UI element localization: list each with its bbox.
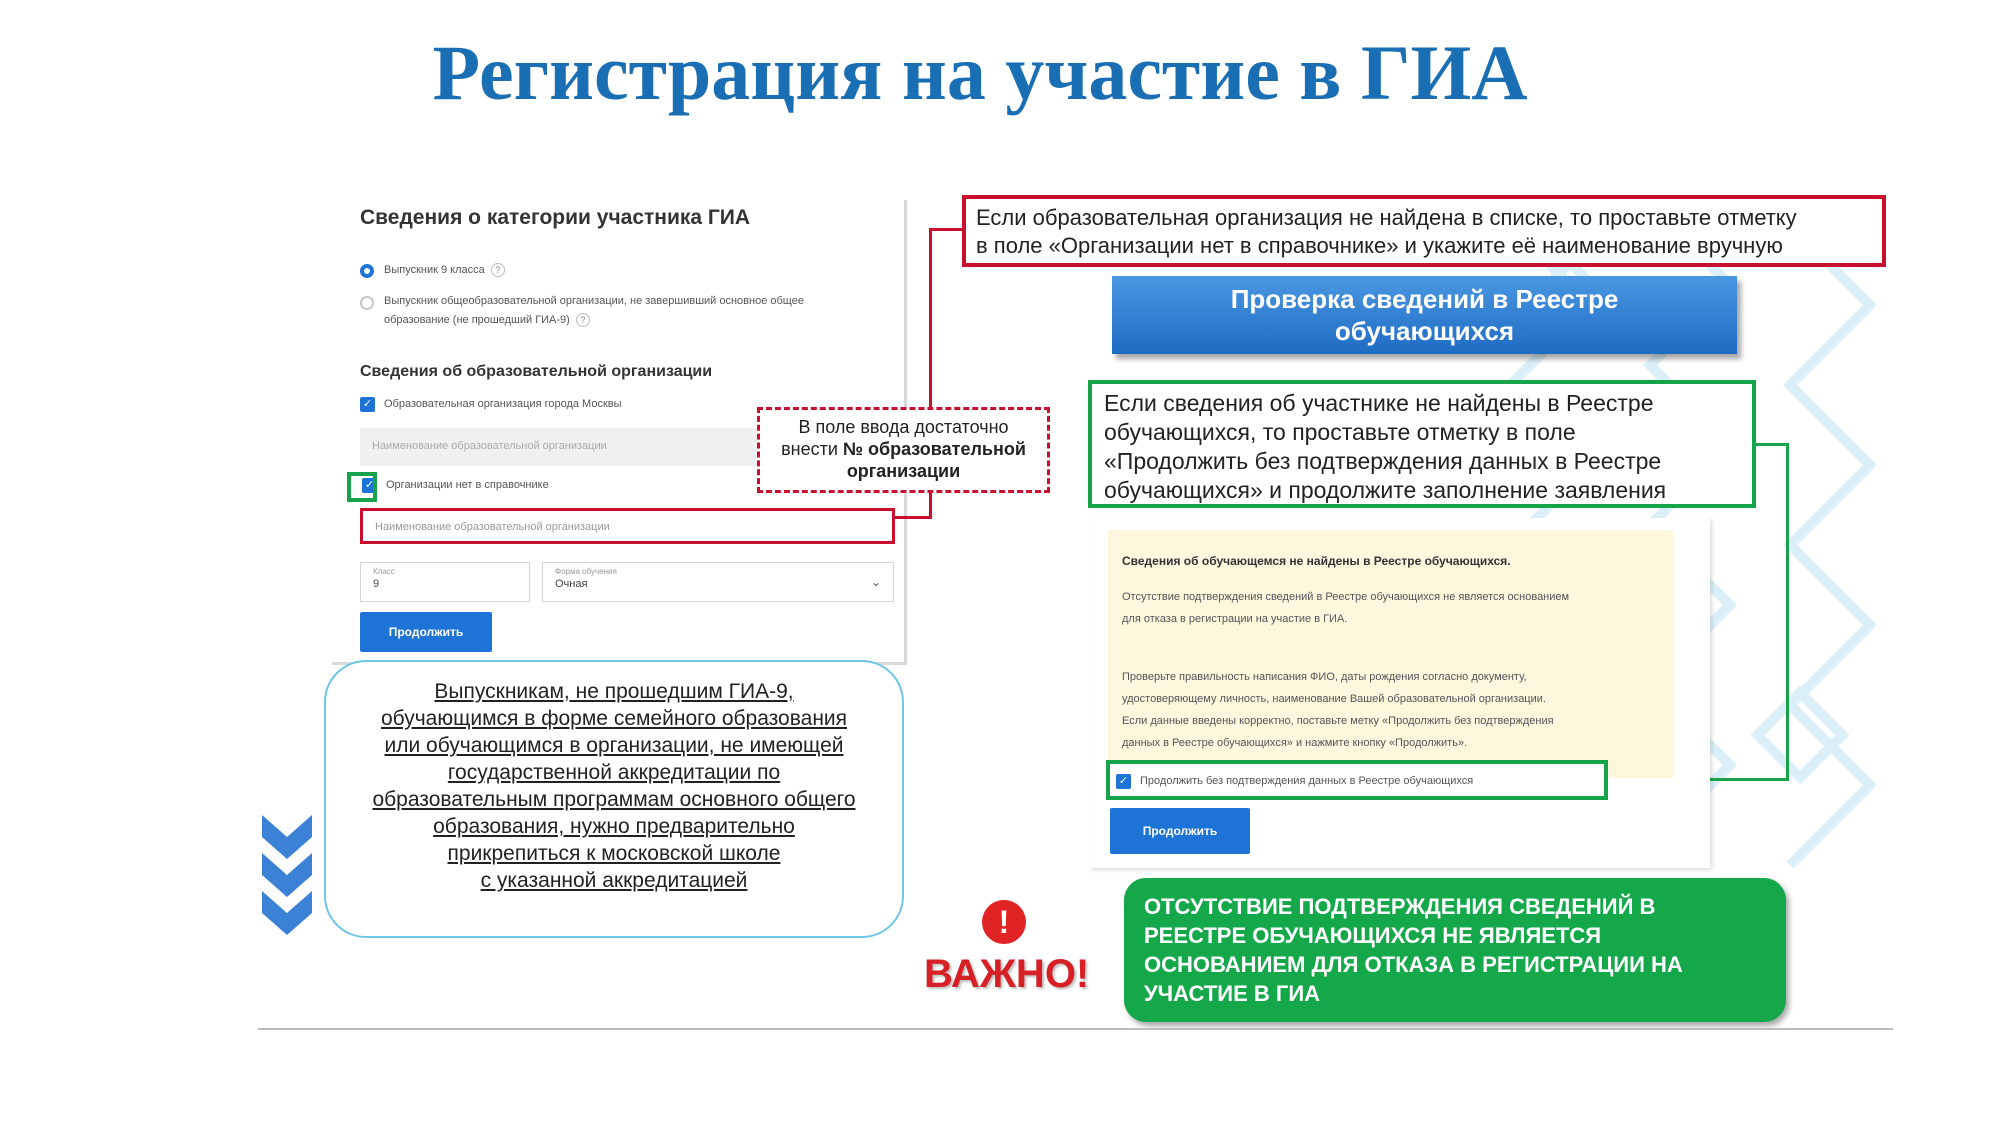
hint-bold: № образовательной [842,439,1026,459]
moscow-org-checkbox[interactable]: ✓ [360,397,375,412]
hint-line: В поле ввода достаточно [798,417,1009,437]
chevron-down-icon [262,815,312,935]
registry-instructions-text: Проверьте правильность написания ФИО, даты рождения согласно документу, удостоверяющему личность, наименование Вашей образовательной организации. Если данные введены корректно, поставьте метку «Продолжить без подтверждения данных в Реестре обучающихся» и нажмите кнопку «Продолжить». [1122,671,1554,749]
banner-line: ОСНОВАНИЕМ ДЛЯ ОТКАЗА В РЕГИСТРАЦИИ НА [1144,952,1683,977]
bubble-line: образования, нужно предварительно [433,815,795,838]
class-value: 9 [373,578,380,590]
radio-not-passed[interactable] [360,296,374,310]
bubble-line: образовательным программам основного общего [372,788,856,811]
bubble-line: с указанной аккредитацией [480,869,748,892]
radio-grade9-label: Выпускник 9 класса ? [384,261,505,280]
note-line: Если образовательная организация не найдена в списке, то проставьте отметку [976,205,1797,230]
hint-dashed-callout [757,407,1050,493]
connector-line [1756,443,1788,446]
continue-button[interactable]: Продолжить [360,612,492,652]
banner-line: обучающихся [1334,316,1515,346]
registry-warning-text: Отсутствие подтверждения сведений в Реестре обучающихся не является основанием для отказа в регистрации на участие в ГИА. [1122,591,1570,625]
graduates-info-bubble [324,660,904,938]
connector-line [1786,443,1789,781]
hint-bold: организации [846,461,961,481]
radio-grade9[interactable] [360,264,374,278]
registry-warning-panel [1108,530,1674,778]
hint-line: внести [781,439,843,459]
connector-line [929,228,965,231]
registry-form-card [1090,518,1710,868]
bubble-line: Выпускникам, не прошедшим ГИА-9, [434,680,794,703]
note-line: обучающихся, то проставьте отметку в поле [1104,419,1576,445]
bubble-line: прикрепиться к московской школе [447,842,781,865]
bubble-line: государственной аккредитации по [447,761,781,784]
org-heading: Сведения об образовательной организации [360,363,713,380]
study-form-select[interactable] [542,562,894,602]
study-form-caption: Форма обучения [555,567,617,576]
note-line: обучающихся» и продолжите заполнение заявления [1104,477,1667,503]
radio-not-passed-label: Выпускник общеобразовательной организации, не завершивший основное общее образование (не прошедший ГИА-9) ? [384,295,804,326]
class-caption: Класс [373,567,395,576]
study-form-value: Очная [555,578,588,590]
bubble-line: обучающимся в форме семейного образования [380,707,848,730]
note-line: Если сведения об участнике не найдены в Реестре [1104,390,1654,416]
org-manual-input[interactable]: Наименование образовательной организации [360,508,895,544]
continue-without-check-row [1106,760,1608,800]
note-line: в поле «Организации нет в справочнике» и укажите её наименование вручную [976,233,1783,258]
banner-line: ОТСУТСТВИЕ ПОДТВЕРЖДЕНИЯ СВЕДЕНИЙ В [1144,894,1656,919]
continue-without-check-checkbox[interactable]: ✓ [1116,774,1131,789]
help-icon[interactable]: ? [576,313,590,327]
registry-warning-title: Сведения об обучающемся не найдены в Реестре обучающихся. [1122,554,1511,568]
connector-line [895,516,931,519]
banner-line: УЧАСТИЕ В ГИА [1144,981,1321,1006]
checkbox-highlight [347,472,377,502]
org-not-found-note [962,195,1886,267]
registry-not-found-note [1088,380,1756,508]
moscow-org-label: Образовательная организация города Москвы [384,398,622,410]
banner-line: Проверка сведений в Реестре [1230,284,1619,314]
exclamation-icon: ! [982,900,1026,944]
not-listed-checkbox[interactable]: ✓ [362,478,377,493]
registry-disclaimer-banner [1124,878,1786,1022]
bubble-line: или обучающимся в организации, не имеющей [384,734,844,757]
footer-divider [258,1028,1893,1030]
continue-without-check-label: Продолжить без подтверждения данных в Реестре обучающихся [1140,775,1474,787]
registry-continue-button[interactable]: Продолжить [1110,808,1250,854]
class-field[interactable] [360,562,530,602]
note-line: «Продолжить без подтверждения данных в Реестре [1104,448,1662,474]
org-name-input[interactable]: Наименование образовательной организации [360,428,765,466]
not-listed-label: Организации нет в справочнике [386,479,549,491]
slide-title: Регистрация на участие в ГИА [432,29,1528,116]
registry-check-banner [1112,276,1737,354]
form-heading: Сведения о категории участника ГИА [360,206,751,229]
banner-line: РЕЕСТРЕ ОБУЧАЮЩИХСЯ НЕ ЯВЛЯЕТСЯ [1144,923,1602,948]
chevron-down-icon: ⌄ [870,575,881,589]
help-icon[interactable]: ? [491,263,505,277]
important-label: ВАЖНО! [924,952,1090,996]
